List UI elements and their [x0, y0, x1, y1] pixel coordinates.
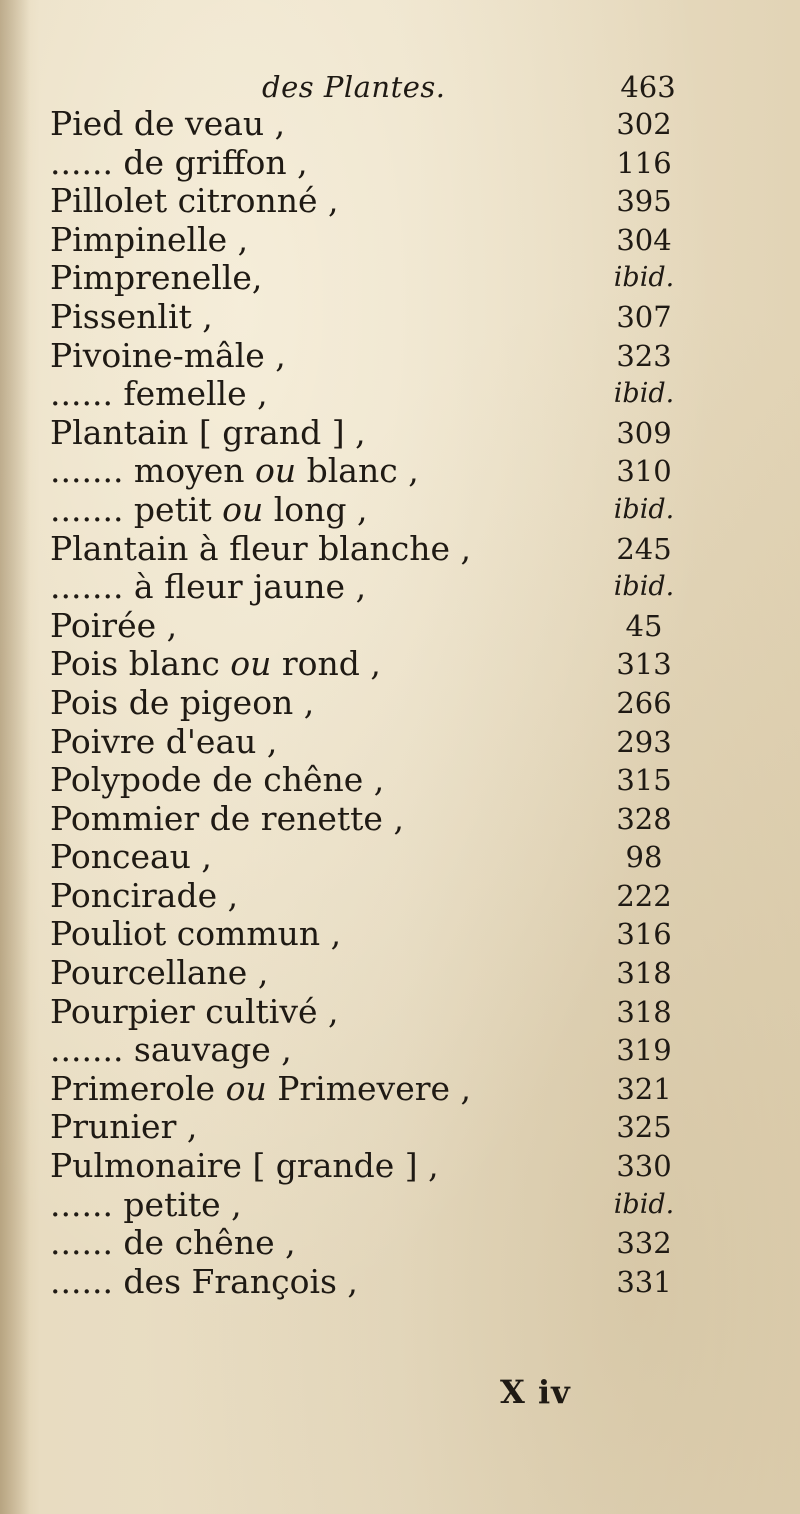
- entry-page: 222: [616, 878, 672, 913]
- index-entry: [0, 568, 800, 607]
- entry-label: Pissenlit ,: [50, 296, 213, 336]
- entry-label: ....... à fleur jaune ,: [50, 567, 367, 607]
- index-entry: [0, 375, 800, 414]
- entry-page: 332: [616, 1226, 672, 1261]
- entry-label: Pouliot commun ,: [50, 914, 342, 954]
- entry-page: 318: [616, 994, 672, 1029]
- entry-page: 116: [616, 145, 672, 180]
- index-entry: [0, 723, 800, 762]
- entry-label: ...... de chêne ,: [50, 1223, 296, 1263]
- index-entry: [0, 530, 800, 569]
- entry-page: 98: [625, 840, 663, 875]
- index-entry: [0, 105, 800, 144]
- entry-label: Pied de veau ,: [50, 104, 286, 143]
- index-entry: [0, 761, 800, 800]
- entry-label: Pivoine-mâle ,: [50, 335, 286, 375]
- index-entry: [0, 1031, 800, 1070]
- entry-label: Pois de pigeon ,: [50, 682, 315, 722]
- entry-label: ...... petite ,: [50, 1184, 242, 1224]
- index-entry: [0, 607, 800, 646]
- entry-label: ....... petit ou long ,: [50, 489, 368, 529]
- index-entry: [0, 298, 800, 337]
- signature-mark: X iv: [500, 1373, 571, 1411]
- index-entry: [0, 144, 800, 183]
- entry-page: 266: [616, 685, 672, 720]
- entry-page: 302: [616, 107, 672, 141]
- entry-page: 316: [616, 917, 672, 952]
- entry-label: Pimpinelle ,: [50, 219, 249, 259]
- index-entry: [0, 491, 800, 530]
- index-entry: [0, 915, 800, 954]
- index-entry: [0, 645, 800, 684]
- index-entry: [0, 838, 800, 877]
- index-entry: [0, 1070, 800, 1109]
- entry-page: 307: [616, 299, 672, 334]
- entry-label: Poirée ,: [50, 605, 178, 645]
- index-list: [0, 105, 800, 1301]
- entry-label: Pois blanc ou rond ,: [50, 644, 381, 684]
- index-entry: [0, 684, 800, 723]
- entry-label: Ponceau ,: [50, 837, 212, 877]
- entry-page: ibid.: [613, 262, 675, 294]
- index-entry: [0, 1108, 800, 1147]
- entry-page: ibid.: [613, 493, 675, 525]
- index-entry: [0, 1224, 800, 1263]
- entry-page: 323: [616, 338, 672, 373]
- entry-page: 315: [616, 763, 672, 798]
- entry-label: ....... sauvage ,: [50, 1030, 292, 1070]
- entry-page: 310: [616, 454, 672, 489]
- index-entry: [0, 800, 800, 839]
- index-entry: [0, 337, 800, 376]
- entry-page: 395: [616, 184, 672, 219]
- entry-label: Poivre d'eau ,: [50, 721, 278, 761]
- index-entry: [0, 1147, 800, 1186]
- entry-label: Pimprenelle,: [50, 258, 263, 298]
- entry-page: 318: [616, 956, 672, 991]
- entry-page: 313: [616, 647, 672, 682]
- entry-page: 245: [616, 531, 672, 566]
- index-entry: [0, 182, 800, 221]
- entry-page: 319: [616, 1033, 672, 1068]
- entry-label: ...... femelle ,: [50, 374, 268, 414]
- entry-label: Plantain [ grand ] ,: [50, 412, 366, 452]
- entry-label: Plantain à fleur blanche ,: [50, 528, 471, 568]
- entry-label: Poncirade ,: [50, 875, 239, 915]
- entry-page: ibid.: [613, 1188, 675, 1220]
- entry-label: Pourcellane ,: [50, 953, 269, 993]
- entry-label: Pommier de renette ,: [50, 798, 404, 838]
- running-head: des Plantes.: [262, 70, 446, 104]
- index-entry: [0, 452, 800, 491]
- index-entry: [0, 259, 800, 298]
- index-entry: [0, 1186, 800, 1225]
- index-entry: [0, 993, 800, 1032]
- entry-page: 293: [616, 724, 672, 759]
- entry-label: ...... des François ,: [50, 1261, 358, 1301]
- index-entry: [0, 221, 800, 260]
- entry-page: 331: [616, 1264, 672, 1299]
- entry-page: ibid.: [613, 571, 675, 603]
- entry-label: Pulmonaire [ grande ] ,: [50, 1146, 439, 1186]
- index-entry: [0, 1263, 800, 1302]
- entry-page: 328: [616, 801, 672, 836]
- entry-page: 45: [625, 608, 663, 643]
- entry-label: Prunier ,: [50, 1107, 198, 1147]
- index-entry: [0, 954, 800, 993]
- entry-label: Polypode de chêne ,: [50, 760, 385, 800]
- entry-page: 309: [616, 415, 672, 450]
- entry-label: Pourpier cultivé ,: [50, 991, 339, 1031]
- entry-page: 325: [616, 1110, 672, 1145]
- index-entry: [0, 414, 800, 453]
- entry-page: 330: [616, 1149, 672, 1184]
- entry-label: ...... de griffon ,: [50, 142, 308, 182]
- page-number: 463: [620, 70, 676, 104]
- entry-label: Primerole ou Primevere ,: [50, 1068, 472, 1108]
- entry-label: ....... moyen ou blanc ,: [50, 451, 419, 491]
- entry-page: 321: [616, 1071, 672, 1106]
- entry-page: ibid.: [613, 378, 675, 410]
- entry-label: Pillolet citronné ,: [50, 181, 339, 221]
- index-entry: [0, 877, 800, 916]
- entry-page: 304: [616, 222, 672, 257]
